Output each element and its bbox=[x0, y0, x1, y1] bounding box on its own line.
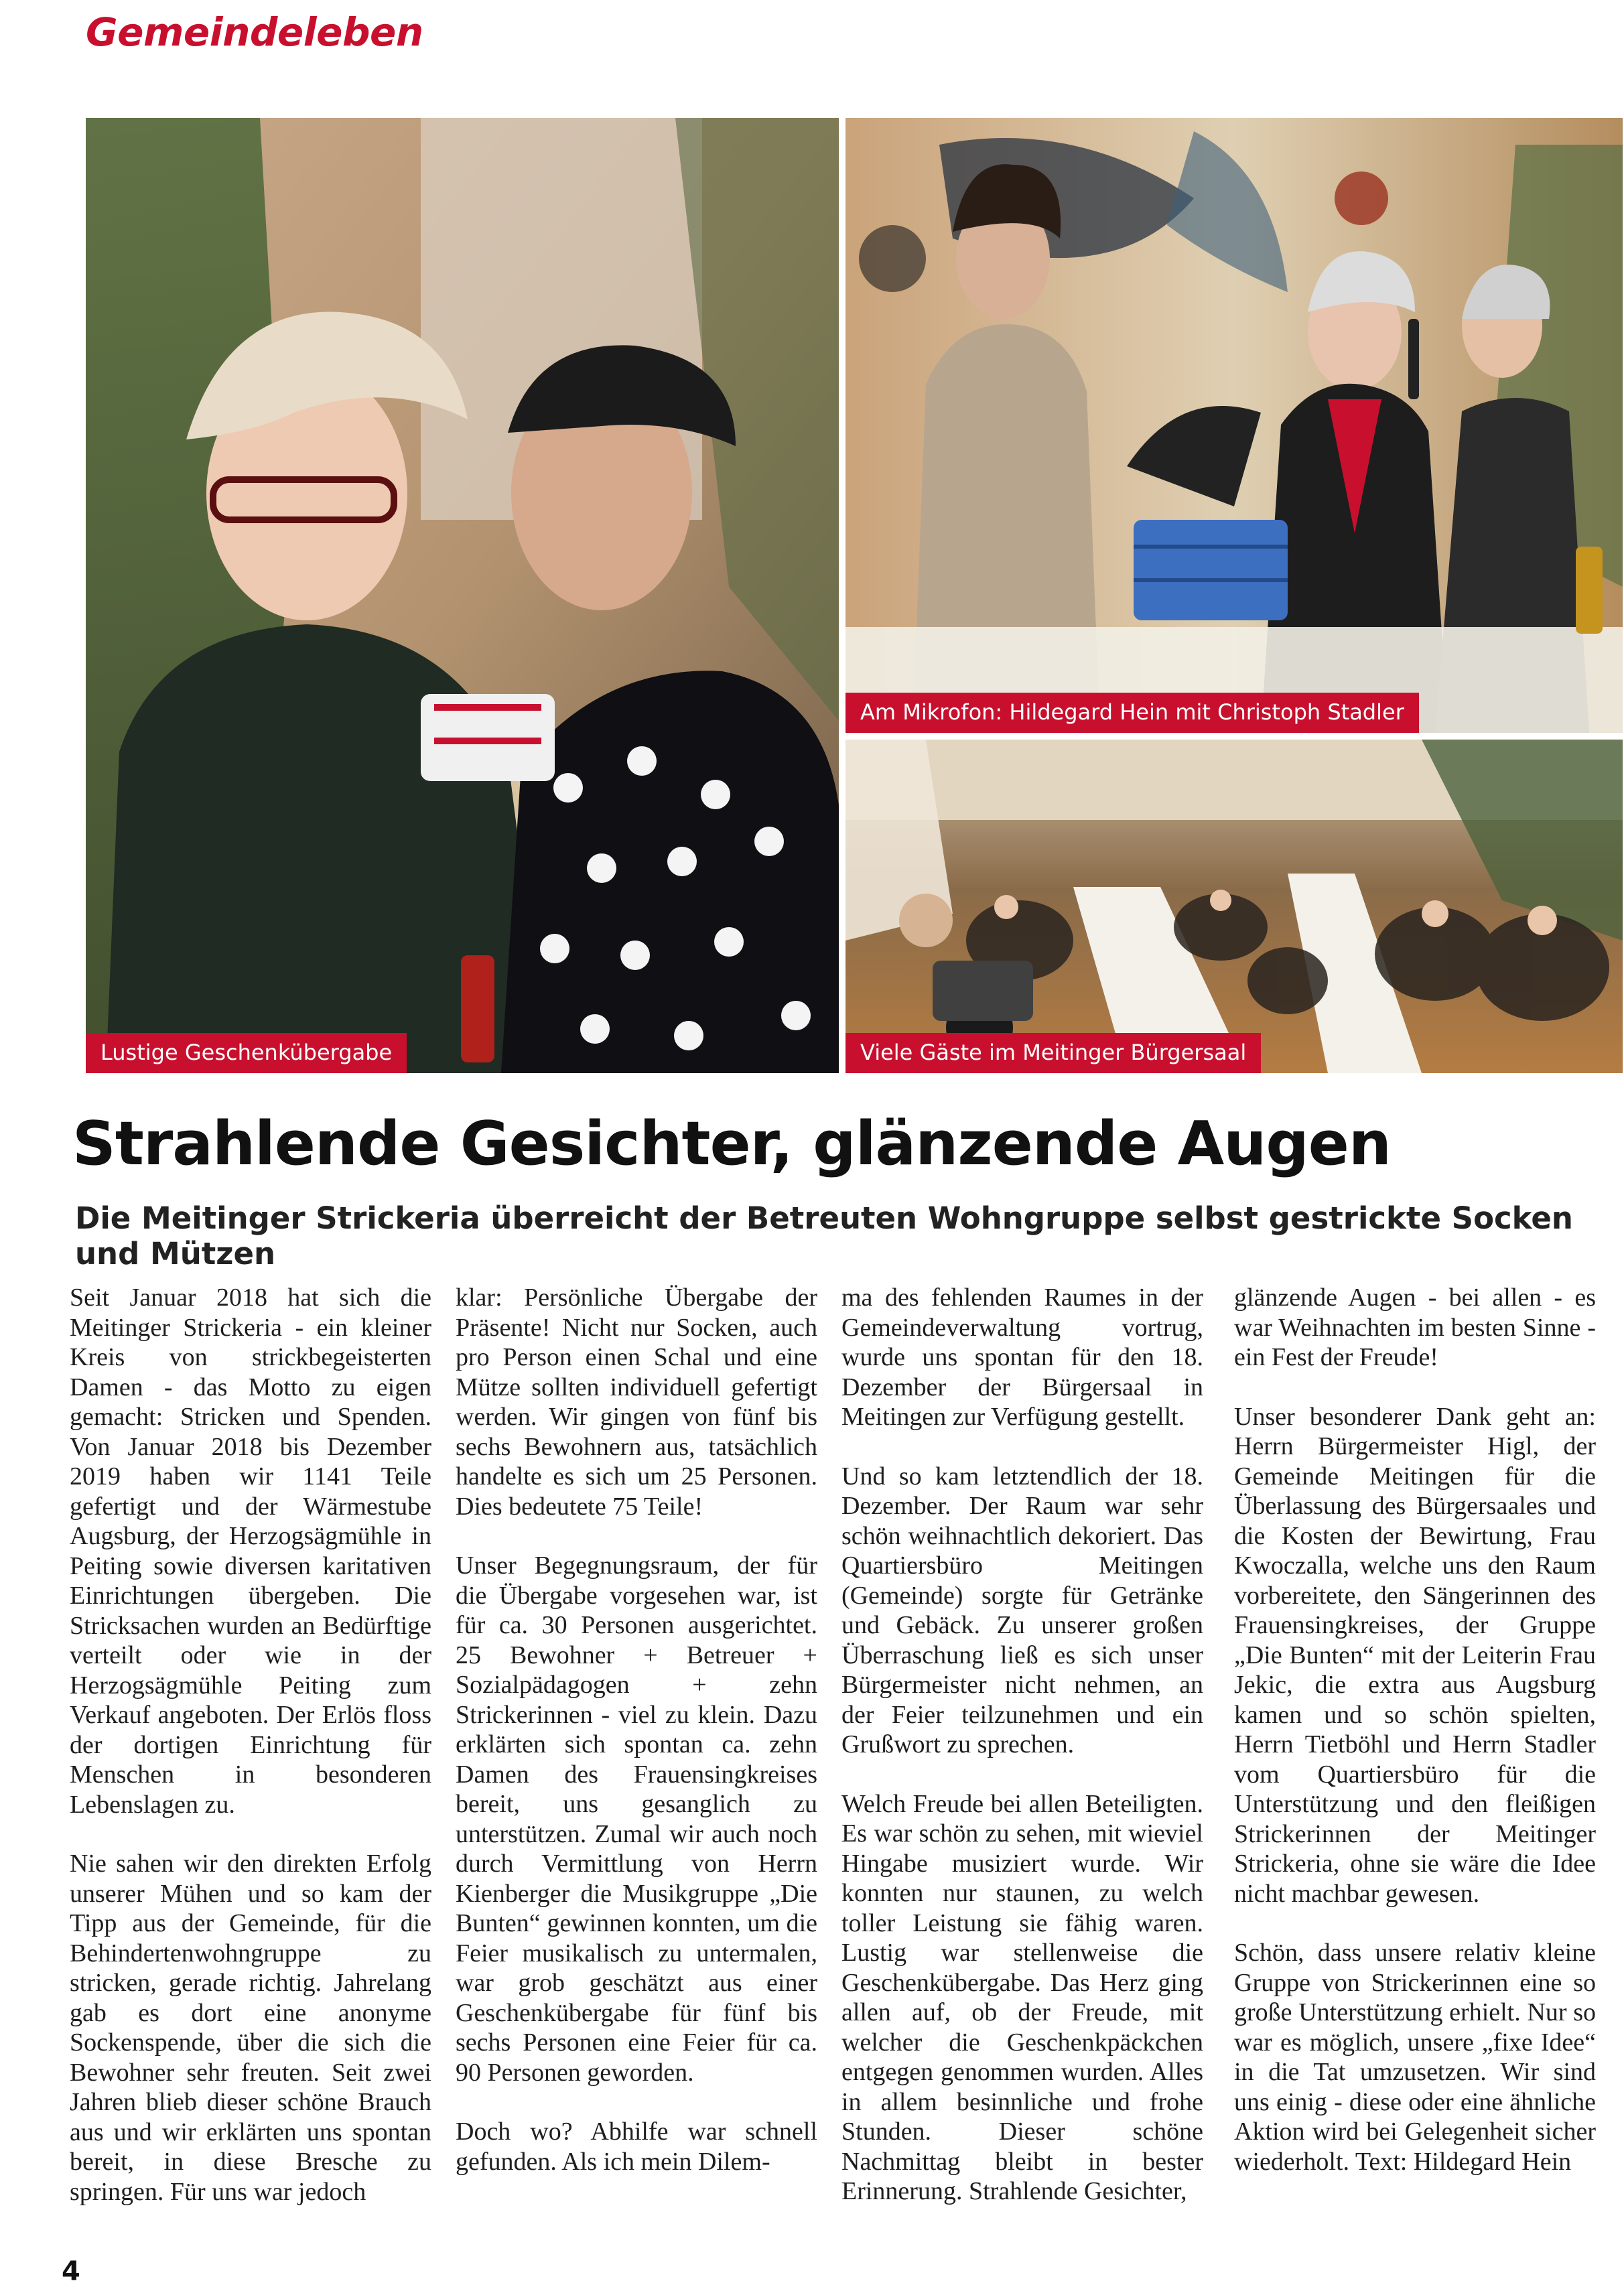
paragraph: Seit Januar 2018 hat sich die Meitinger Strickeria - ein kleiner Kreis von strickbegeisterten Damen - das Motto zu eigen gemacht: Stricken und Spenden. Von Januar 2018 bis Dezember 2019 haben wir 1141 Teile gefertigt und der Wärmestube Augsburg, der Herzogsägmühle in Peiting sowie diversen karitativen Einrichtungen übergeben. Die Stricksachen wurden an Bedürftige verteilt oder wie in der Herzogsägmühle Peiting zum Verkauf angeboten. Der Erlös floss der dortigen Einrichtung für Menschen in besonderen Lebenslagen zu. bbox=[70, 1284, 431, 1819]
paragraph: glänzende Augen - bei allen - es war Weihnachten im besten Sinne - ein Fest der Freude! bbox=[1234, 1284, 1596, 1371]
photo-microphone bbox=[845, 118, 1623, 733]
paragraph: Nie sahen wir den direkten Erfolg unserer Mühen und so kam der Tipp aus der Gemeinde, für die Behindertenwohngruppe zu stricken, gerade richtig. Jahrelang gab es dort eine anonyme Sockenspende, über die sich die Bewohner sehr freuten. Seit zwei Jahren blieb dieser schöne Brauch aus und wir erklärten uns spontan bereit, in diese Bresche zu springen. Für uns war jedoch bbox=[70, 1850, 431, 2206]
photo-caption: Lustige Geschenkübergabe bbox=[86, 1033, 407, 1073]
paragraph: Unser Begegnungsraum, der für die Übergabe vorgesehen war, ist für ca. 30 Personen ausgerichtet. 25 Bewohner + Betreuer + Sozialpädagogen + zehn Strickerinnen - viel zu klein. Dazu erklärten sich spontan ca. zehn Damen des Frauensingkreises bereit, uns gesanglich zu unterstützen. Zumal wir auch noch durch Vermittlung von Herrn Kienberger die Musikgruppe „Die Bunten“ gewinnen konnten, um die Feier musikalisch zu untermalen, war grob geschätzt aus einer Geschenkübergabe für fünf bis sechs Personen eine Feier für ca. 90 Personen geworden. bbox=[456, 1551, 817, 2087]
paragraph: klar: Persönliche Übergabe der Präsente! Nicht nur Socken, auch pro Person einen Schal und eine Mütze sollten individuell gefertigt werden. Wir gingen von fünf bis sechs Bewohnern aus, tatsächlich handelte es sich um 25 Personen. Dies bedeutete 75 Teile! bbox=[456, 1284, 817, 1521]
article-column-4 bbox=[1234, 1283, 1596, 2206]
page-number: 4 bbox=[62, 2256, 80, 2287]
article-headline: Strahlende Gesichter, glänzende Augen bbox=[72, 1109, 1391, 1179]
article-column-3 bbox=[841, 1283, 1203, 2236]
paragraph: Und so kam letztendlich der 18. Dezember. Der Raum war sehr schön weihnachtlich dekoriert. Das Quartiersbüro Meitingen (Gemeinde) sorgte für Getränke und Gebäck. Zu unserer großen Überraschung ließ es sich unser Bürgermeister nicht nehmen, an der Feier teilzunehmen und ein Grußwort zu sprechen. bbox=[841, 1462, 1203, 1758]
section-label: Gemeindeleben bbox=[86, 9, 423, 55]
photo-caption: Viele Gäste im Meitinger Bürgersaal bbox=[845, 1033, 1261, 1073]
paragraph: Schön, dass unsere relativ kleine Gruppe von Strickerinnen eine so große Unterstützung erhielt. Nur so war es möglich, unsere „fixe Idee“ in die Tat umzusetzen. Wir sind uns einig - diese oder eine ähnliche Aktion wird bei Gelegenheit sicher wiederholt. Text: Hildegard Hein bbox=[1234, 1939, 1596, 2176]
microphone-image bbox=[845, 118, 1623, 733]
photo-caption: Am Mikrofon: Hildegard Hein mit Christoph Stadler bbox=[845, 693, 1419, 733]
paragraph: ma des fehlenden Raumes in der Gemeindeverwaltung vortrug, wurde uns spontan für den 18. Dezember der Bürgersaal in Meitingen zur Verfügung gestellt. bbox=[841, 1284, 1203, 1431]
article-column-2 bbox=[456, 1283, 817, 2206]
article-column-1 bbox=[70, 1283, 431, 2236]
paragraph: Unser besonderer Dank geht an: Herrn Bürgermeister Higl, der Gemeinde Meitingen für die Überlassung des Bürgersaales und die Kosten der Bewirtung, Frau Kwoczalla, welche uns den Raum vorbereitete, den Sängerinnen des Frauensingkreises, der Gruppe „Die Bunten“ mit der Leiterin Frau Jekic, die extra aus Augsburg kamen und so schön spielten, Herrn Tietböhl und Herrn Stadler vom Quartiersbüro für die Unterstützung und den fleißigen Strickerinnen der Meitinger Strickeria, ohne sie wäre die Idee nicht machbar gewesen. bbox=[1234, 1402, 1596, 1908]
hall-image bbox=[845, 740, 1623, 1073]
photo-hall bbox=[845, 740, 1623, 1073]
paragraph: Welch Freude bei allen Beteiligten. Es war schön zu sehen, mit wieviel Hingabe musiziert wurde. Wir konnten nur staunen, zu welch toller Leistung sie fähig waren. Lustig war stellenweise die Geschenkübergabe. Das Herz ging allen auf, ob der Freude, mit welcher die Geschenkpäckchen entgegen genommen wurden. Alles in allem besinnliche und frohe Stunden. Dieser schöne Nachmittag bleibt in bester Erinnerung. Strahlende Gesichter, bbox=[841, 1789, 1203, 2205]
paragraph: Doch wo? Abhilfe war schnell gefunden. Als ich mein Dilem- bbox=[456, 2118, 817, 2176]
photo-gift-handover bbox=[86, 118, 839, 1073]
gift-handover-image bbox=[86, 118, 839, 1073]
article-subheadline: Die Meitinger Strickeria überreicht der Betreuten Wohngruppe selbst gestrickte Socken und Mützen bbox=[75, 1200, 1573, 1271]
